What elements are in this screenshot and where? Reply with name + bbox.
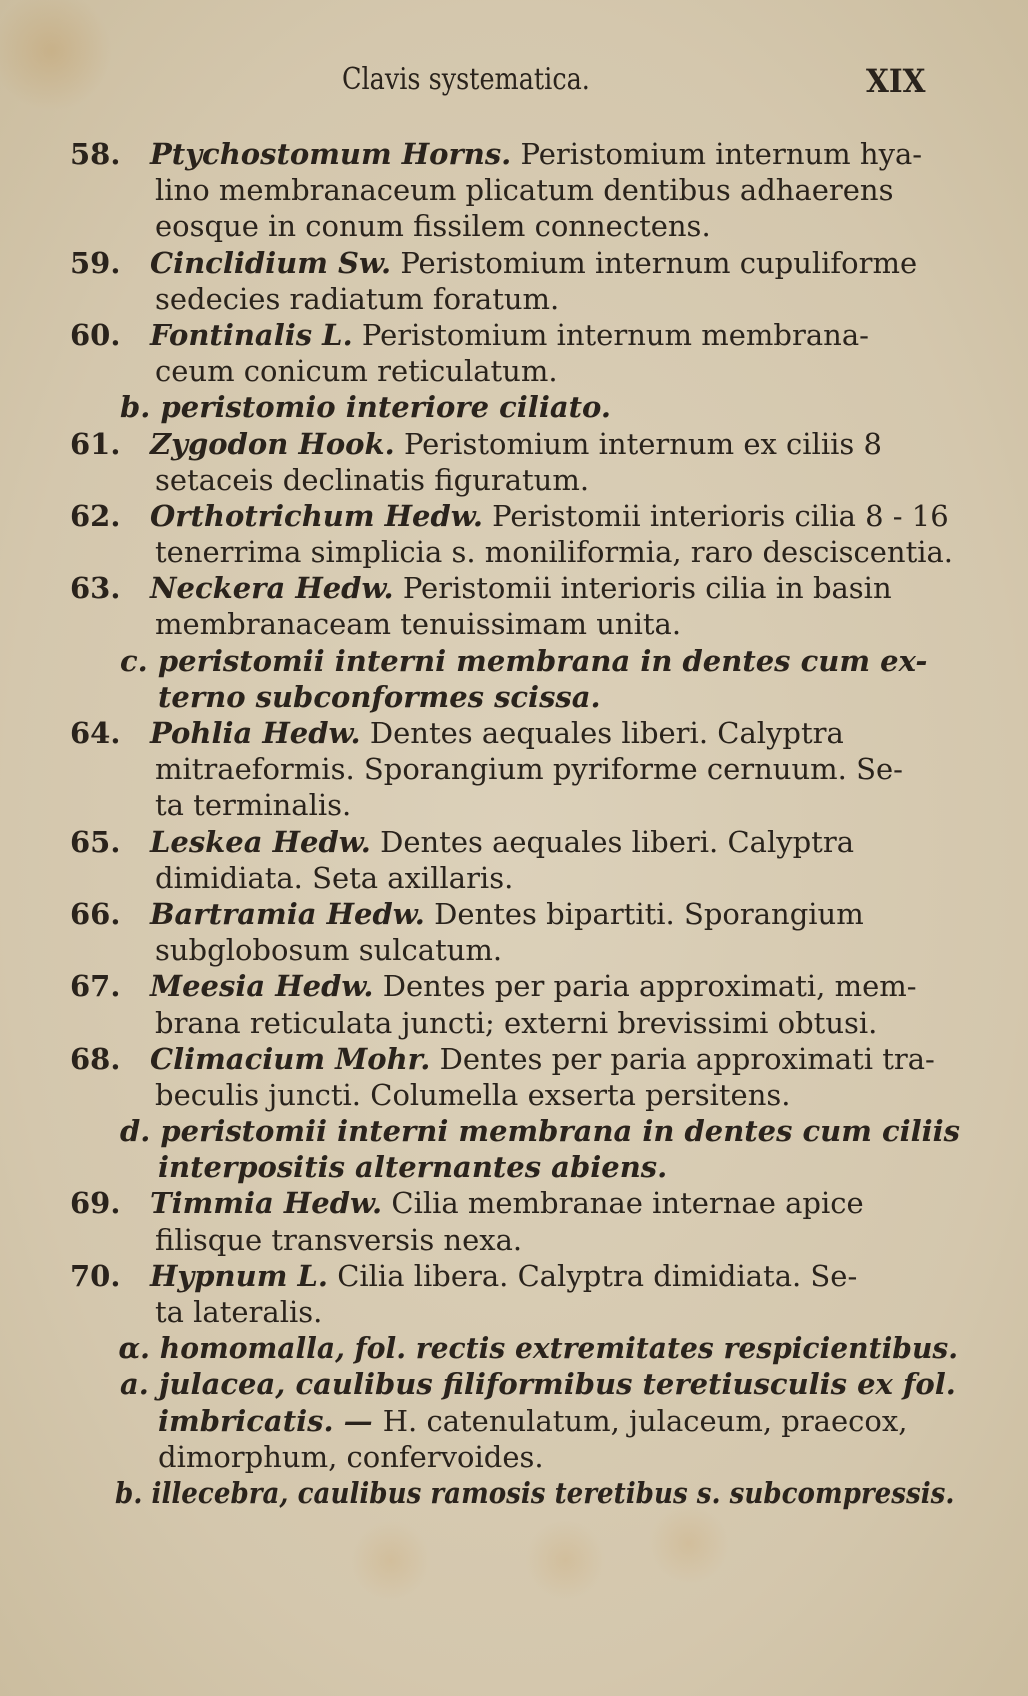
subgroup-letter: α. xyxy=(118,1331,160,1366)
genus-name: Cinclidium Sw. xyxy=(150,245,392,280)
subgroup-entry xyxy=(70,1330,960,1366)
entry-number: 67. xyxy=(70,969,121,1004)
entry-line xyxy=(70,1222,960,1258)
entry-description: Peristomii interioris cilia in basin xyxy=(402,571,892,606)
entry-line xyxy=(70,462,960,498)
subgroup-text: terno subconformes scissa. xyxy=(158,679,601,714)
entry-line xyxy=(70,136,960,172)
entry-number: 63. xyxy=(70,571,121,606)
entry-line xyxy=(70,1041,960,1077)
subgroup-text: interpositis alternantes abiens. xyxy=(158,1150,668,1185)
entry-number: 69. xyxy=(70,1186,121,1221)
entry-description: Peristomii interioris cilia 8 - 16 xyxy=(492,498,949,533)
genus-entry xyxy=(70,715,960,824)
genus-entry xyxy=(70,570,960,642)
entry-description: sedecies radiatum foratum. xyxy=(155,281,560,316)
entry-line xyxy=(70,172,960,208)
entry-description: Peristomium internum cupuliforme xyxy=(400,245,918,280)
entry-description: Dentes per paria approximati, mem- xyxy=(382,969,917,1004)
species-list: H. catenulatum, julaceum, praecox, xyxy=(382,1403,908,1438)
genus-entry xyxy=(70,426,960,498)
entry-line xyxy=(70,281,960,317)
genus-name: Zygodon Hook. xyxy=(150,426,395,461)
subgroup-text: homomalla, fol. rectis extremitates respicientibus. xyxy=(159,1331,959,1366)
entry-description: tenerrima simplicia s. moniliformia, raro desciscentia. xyxy=(155,535,954,570)
subgroup-line xyxy=(70,389,960,425)
subgroup-line xyxy=(70,1149,960,1185)
entry-description: brana reticulata juncti; externi brevissimi obtusi. xyxy=(155,1005,878,1040)
entry-line xyxy=(70,896,960,932)
entry-description: ceum conicum reticulatum. xyxy=(155,354,558,389)
genus-name: Bartramia Hedw. xyxy=(150,896,425,931)
genus-entry xyxy=(70,498,960,570)
species-list: dimorphum, confervoides. xyxy=(158,1439,544,1474)
entry-description: membranaceam tenuissimam unita. xyxy=(155,607,682,642)
subgroup-line xyxy=(70,1330,959,1366)
subgroup-line xyxy=(70,1113,959,1149)
entry-line xyxy=(70,534,960,570)
entry-description: Peristomium internum membrana- xyxy=(361,317,869,352)
genus-name: Hypnum L. xyxy=(150,1258,328,1293)
entry-description: Cilia libera. Calyptra dimidiata. Se- xyxy=(337,1258,858,1293)
entry-description: lino membranaceum plicatum dentibus adhaerens xyxy=(155,173,894,208)
genus-entry xyxy=(70,1258,960,1330)
subgroup-entry xyxy=(70,643,960,715)
subgroup-letter: c. xyxy=(120,643,158,678)
entry-description: mitraeformis. Sporangium pyriforme cernuum. Se- xyxy=(155,752,903,787)
genus-name: Meesia Hedw. xyxy=(150,969,374,1004)
entry-line xyxy=(70,715,960,751)
entry-description: Dentes aequales liberi. Calyptra xyxy=(380,824,854,859)
running-head xyxy=(0,62,1028,102)
entry-line xyxy=(70,751,960,787)
entry-line xyxy=(70,787,960,823)
subgroup-entry xyxy=(70,389,960,425)
entry-line xyxy=(70,426,960,462)
subgroup-entry xyxy=(70,1113,960,1185)
subgroup-line xyxy=(70,1403,960,1439)
entry-description: setaceis declinatis figuratum. xyxy=(155,462,590,497)
entry-line xyxy=(70,353,960,389)
entry-line xyxy=(70,1258,960,1294)
entry-line xyxy=(70,968,960,1004)
genus-name: Orthotrichum Hedw. xyxy=(150,498,483,533)
subgroup-letter: b. xyxy=(120,390,161,425)
subgroup-text: imbricatis. — xyxy=(158,1403,383,1438)
subgroup-entry xyxy=(70,1366,960,1475)
subgroup-text: peristomio interiore ciliato. xyxy=(160,390,611,425)
subgroup-text: peristomii interni membrana in dentes cum ciliis xyxy=(160,1114,960,1149)
subgroup-line xyxy=(70,679,960,715)
subgroup-line xyxy=(70,1439,960,1475)
genus-entry xyxy=(70,824,960,896)
subgroup-letter: b. xyxy=(115,1475,152,1510)
genus-entry xyxy=(70,1041,960,1113)
entry-line xyxy=(70,1294,960,1330)
entry-number: 65. xyxy=(70,824,121,859)
genus-name: Ptychostomum Horns. xyxy=(150,137,512,171)
genus-name: Neckera Hedw. xyxy=(150,571,394,606)
subgroup-letter: a. xyxy=(120,1367,159,1402)
genus-entry xyxy=(70,136,960,245)
entry-line xyxy=(70,1005,960,1041)
key-entries xyxy=(70,136,960,1511)
genus-entry xyxy=(70,968,960,1040)
genus-name: Timmia Hedw. xyxy=(150,1186,383,1221)
subgroup-line xyxy=(70,643,960,679)
subgroup-line xyxy=(70,1366,960,1402)
entry-line xyxy=(70,317,960,353)
entry-number: 66. xyxy=(70,896,121,931)
genus-name: Leskea Hedw. xyxy=(150,824,371,859)
running-title: Clavis systematica. xyxy=(342,62,590,97)
entry-number: 70. xyxy=(70,1258,121,1293)
entry-number: 60. xyxy=(70,317,121,352)
entry-number: 64. xyxy=(70,716,121,750)
genus-entry xyxy=(70,245,960,317)
subgroup-text: peristomii interni membrana in dentes cum ex- xyxy=(157,643,928,678)
entry-description: Peristomium internum ex ciliis 8 xyxy=(403,426,882,461)
entry-description: filisque transversis nexa. xyxy=(155,1222,523,1257)
entry-description: ta lateralis. xyxy=(155,1295,323,1329)
entry-line xyxy=(70,860,960,896)
entry-number: 61. xyxy=(70,426,121,461)
subgroup-letter: d. xyxy=(119,1114,161,1149)
subgroup-text: julacea, caulibus filiformibus teretiusculis ex fol. xyxy=(158,1367,956,1402)
entry-description: eosque in conum fissilem connectens. xyxy=(155,209,711,244)
entry-line xyxy=(70,570,960,606)
page-number: XIX xyxy=(866,62,926,100)
entry-line xyxy=(70,824,960,860)
entry-line xyxy=(70,245,960,281)
entry-description: Dentes bipartiti. Sporangium xyxy=(434,896,864,931)
entry-number: 68. xyxy=(70,1041,121,1076)
entry-number: 58. xyxy=(70,137,121,171)
entry-line xyxy=(70,932,960,968)
entry-description: Cilia membranae internae apice xyxy=(391,1186,864,1221)
subgroup-entry xyxy=(70,1475,960,1511)
entry-line xyxy=(70,1185,960,1221)
subgroup-text: illecebra, caulibus ramosis teretibus s. subcompressis. xyxy=(151,1475,955,1510)
genus-name: Fontinalis L. xyxy=(150,317,353,352)
entry-description: Dentes aequales liberi. Calyptra xyxy=(369,716,844,750)
entry-line xyxy=(70,606,960,642)
entry-line xyxy=(70,208,960,244)
genus-entry xyxy=(70,896,960,968)
genus-entry xyxy=(70,317,960,389)
entry-description: Peristomium internum hya- xyxy=(520,137,923,171)
entry-description: subglobosum sulcatum. xyxy=(155,933,503,968)
entry-line xyxy=(70,1077,960,1113)
genus-name: Pohlia Hedw. xyxy=(150,716,361,750)
entry-number: 62. xyxy=(70,498,121,533)
entry-description: Dentes per paria approximati tra- xyxy=(439,1041,935,1076)
genus-entry xyxy=(70,1185,960,1257)
entry-description: dimidiata. Seta axillaris. xyxy=(155,860,514,895)
genus-name: Climacium Mohr. xyxy=(150,1041,431,1076)
entry-description: beculis juncti. Columella exserta persitens. xyxy=(155,1077,791,1112)
entry-number: 59. xyxy=(70,245,121,280)
entry-description: ta terminalis. xyxy=(155,788,352,823)
entry-line xyxy=(70,498,960,534)
subgroup-line xyxy=(70,1475,955,1511)
